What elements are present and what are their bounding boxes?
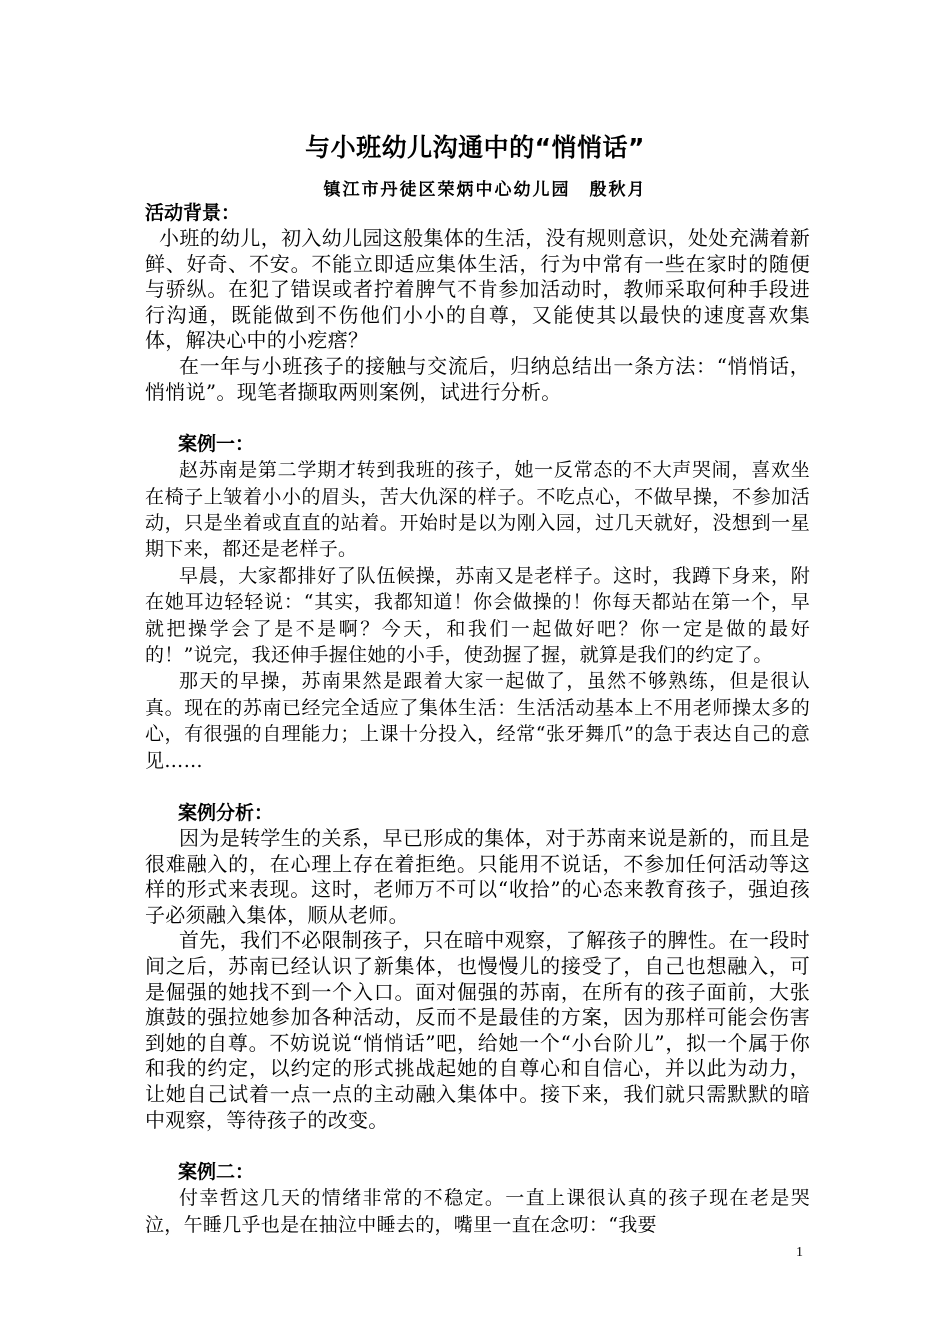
document-body xyxy=(145,200,810,1238)
paragraph: 因为是转学生的关系，早已形成的集体，对于苏南来说是新的，而且是很难融入的，在心理上存在着拒绝。只能用不说话，不参加任何活动等这样的形式来表现。这时，老师万不可以“收拾”的心态来教育孩子，强迫孩子必须融入集体，顺从老师。 xyxy=(145,826,810,927)
paragraph: 那天的早操，苏南果然是跟着大家一起做了，虽然不够熟练，但是很认真。现在的苏南已经完全适应了集体生活：生活活动基本上不用老师操太多的心，有很强的自理能力；上课十分投入，经常“张牙舞爪”的急于表达自己的意见…… xyxy=(145,670,810,772)
section-heading-case2: 案例二： xyxy=(178,1161,255,1184)
paragraph: 付幸哲这几天的情绪非常的不稳定。一直上课很认真的孩子现在老是哭泣，午睡几乎也是在抽泣中睡去的，嘴里一直在念叨：“我要 xyxy=(145,1187,810,1236)
paragraph: 早晨，大家都排好了队伍候操，苏南又是老样子。这时，我蹲下身来，附在她耳边轻轻说：“其实，我都知道！你会做操的！你每天都站在第一个，早就把操学会了是不是啊？今天，和我们一起做好吧？你一定是做的最好的！”说完，我还伸手握住她的小手，使劲握了握，就算是我们的约定了。 xyxy=(145,564,810,666)
section-heading-background: 活动背景： xyxy=(145,202,241,224)
page-number: 1 xyxy=(796,1245,803,1260)
section-heading-case1: 案例一： xyxy=(178,433,255,456)
paragraph: 首先，我们不必限制孩子，只在暗中观察，了解孩子的脾性。在一段时间之后，苏南已经认识了新集体，也慢慢儿的接受了，自己也想融入，可是倔强的她找不到一个入口。面对倔强的苏南，在所有的孩子面前，大张旗鼓的强拉她参加各种活动，反而不是最佳的方案，因为那样可能会伤害到她的自尊。不妨说说“悄悄话”吧，给她一个“小台阶儿”，拟一个属于你和我的约定，以约定的形式挑战起她的自尊心和自信心，并以此为动力，让她自己试着一点一点的主动融入集体中。接下来，我们就只需默默的暗中观察，等待孩子的改变。 xyxy=(145,928,810,1132)
author-line: 镇江市丹徒区荣炳中心幼儿园 殷秋月 xyxy=(323,180,647,200)
document-title: 与小班幼儿沟通中的“悄悄话” xyxy=(305,133,645,162)
paragraph: 小班的幼儿，初入幼儿园这般集体的生活，没有规则意识，处处充满着新鲜、好奇、不安。不能立即适应集体生活，行为中常有一些在家时的随便与骄纵。在犯了错误或者拧着脾气不肯参加活动时，教师采取何种手段进行沟通，既能做到不伤他们小小的自尊，又能使其以最快的速度喜欢集体，解决心中的小疙瘩？ xyxy=(145,226,810,353)
spacer xyxy=(145,1133,810,1159)
spacer xyxy=(145,774,810,800)
paragraph: 在一年与小班孩子的接触与交流后，归纳总结出一条方法：“悄悄话，悄悄说”。现笔者撷取两则案例，试进行分析。 xyxy=(145,353,810,404)
section-heading-analysis: 案例分析： xyxy=(178,802,274,825)
spacer xyxy=(145,405,810,431)
paragraph: 赵苏南是第二学期才转到我班的孩子，她一反常态的不大声哭闹，喜欢坐在椅子上皱着小小的眉头，苦大仇深的样子。不吃点心，不做早操，不参加活动，只是坐着或直直的站着。开始时是以为刚入园，过几天就好，没想到一星期下来，都还是老样子。 xyxy=(145,459,810,561)
